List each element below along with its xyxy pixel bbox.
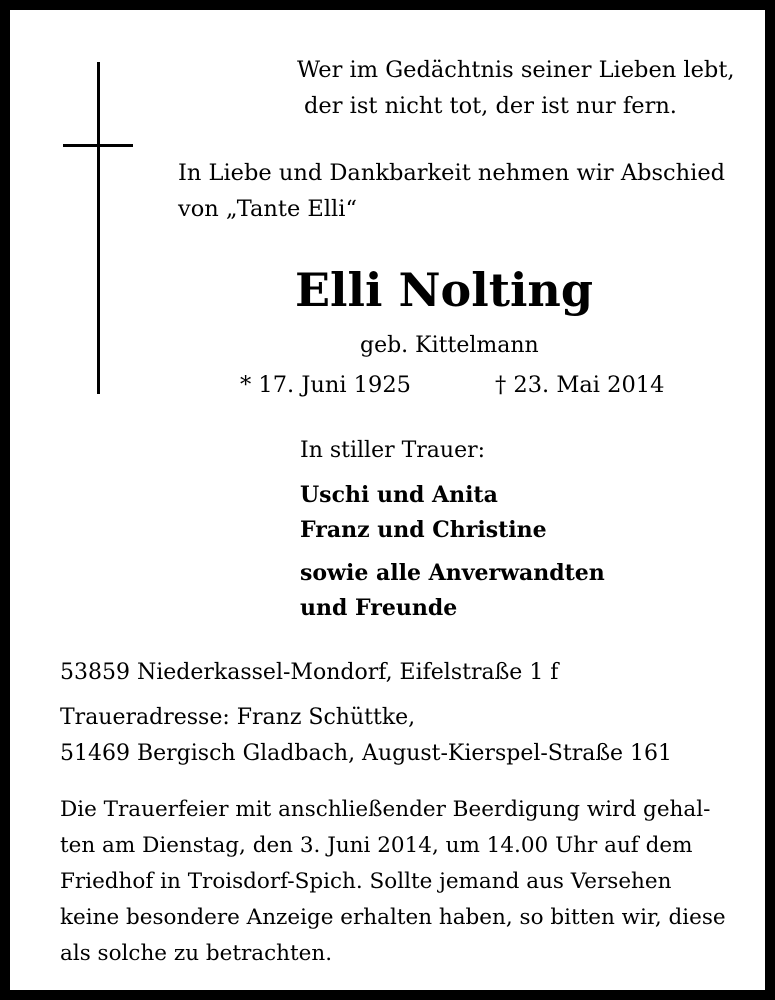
mourners-intro: In stiller Trauer: (300, 438, 486, 463)
birth-date: * 17. Juni 1925 (240, 372, 411, 398)
maiden-name: geb. Kittelmann (360, 333, 539, 358)
death-date: † 23. Mai 2014 (495, 372, 665, 398)
mourning-address-line-2: 51469 Bergisch Gladbach, August-Kierspel-Straße 161 (60, 741, 673, 766)
ceremony-line-4: keine besondere Anzeige erhalten haben, so bitten wir, diese (60, 905, 726, 930)
mourners-line-3: sowie alle Anverwandten (300, 560, 605, 586)
mourners-line-2: Franz und Christine (300, 517, 547, 543)
deceased-name: Elli Nolting (295, 263, 594, 317)
cross-icon (97, 62, 100, 394)
farewell-line-1: In Liebe und Dankbarkeit nehmen wir Abschied (178, 160, 726, 186)
mourners-line-1: Uschi und Anita (300, 482, 498, 508)
ceremony-line-5: als solche zu betrachten. (60, 941, 333, 966)
ceremony-line-3: Friedhof in Troisdorf-Spich. Sollte jemand aus Versehen (60, 869, 672, 894)
motto-line-1: Wer im Gedächtnis seiner Lieben lebt, (297, 57, 735, 83)
home-address: 53859 Niederkassel-Mondorf, Eifelstraße 1 f (60, 660, 559, 685)
mourning-address-line-1: Traueradresse: Franz Schüttke, (60, 705, 416, 730)
ceremony-line-1: Die Trauerfeier mit anschließender Beerdigung wird gehal- (60, 797, 711, 822)
ceremony-line-2: ten am Dienstag, den 3. Juni 2014, um 14.00 Uhr auf dem (60, 833, 693, 858)
mourners-line-4: und Freunde (300, 595, 458, 621)
motto-line-2: der ist nicht tot, der ist nur fern. (304, 93, 677, 119)
farewell-line-2: von „Tante Elli“ (178, 196, 357, 222)
cross-icon-bar (63, 144, 133, 147)
